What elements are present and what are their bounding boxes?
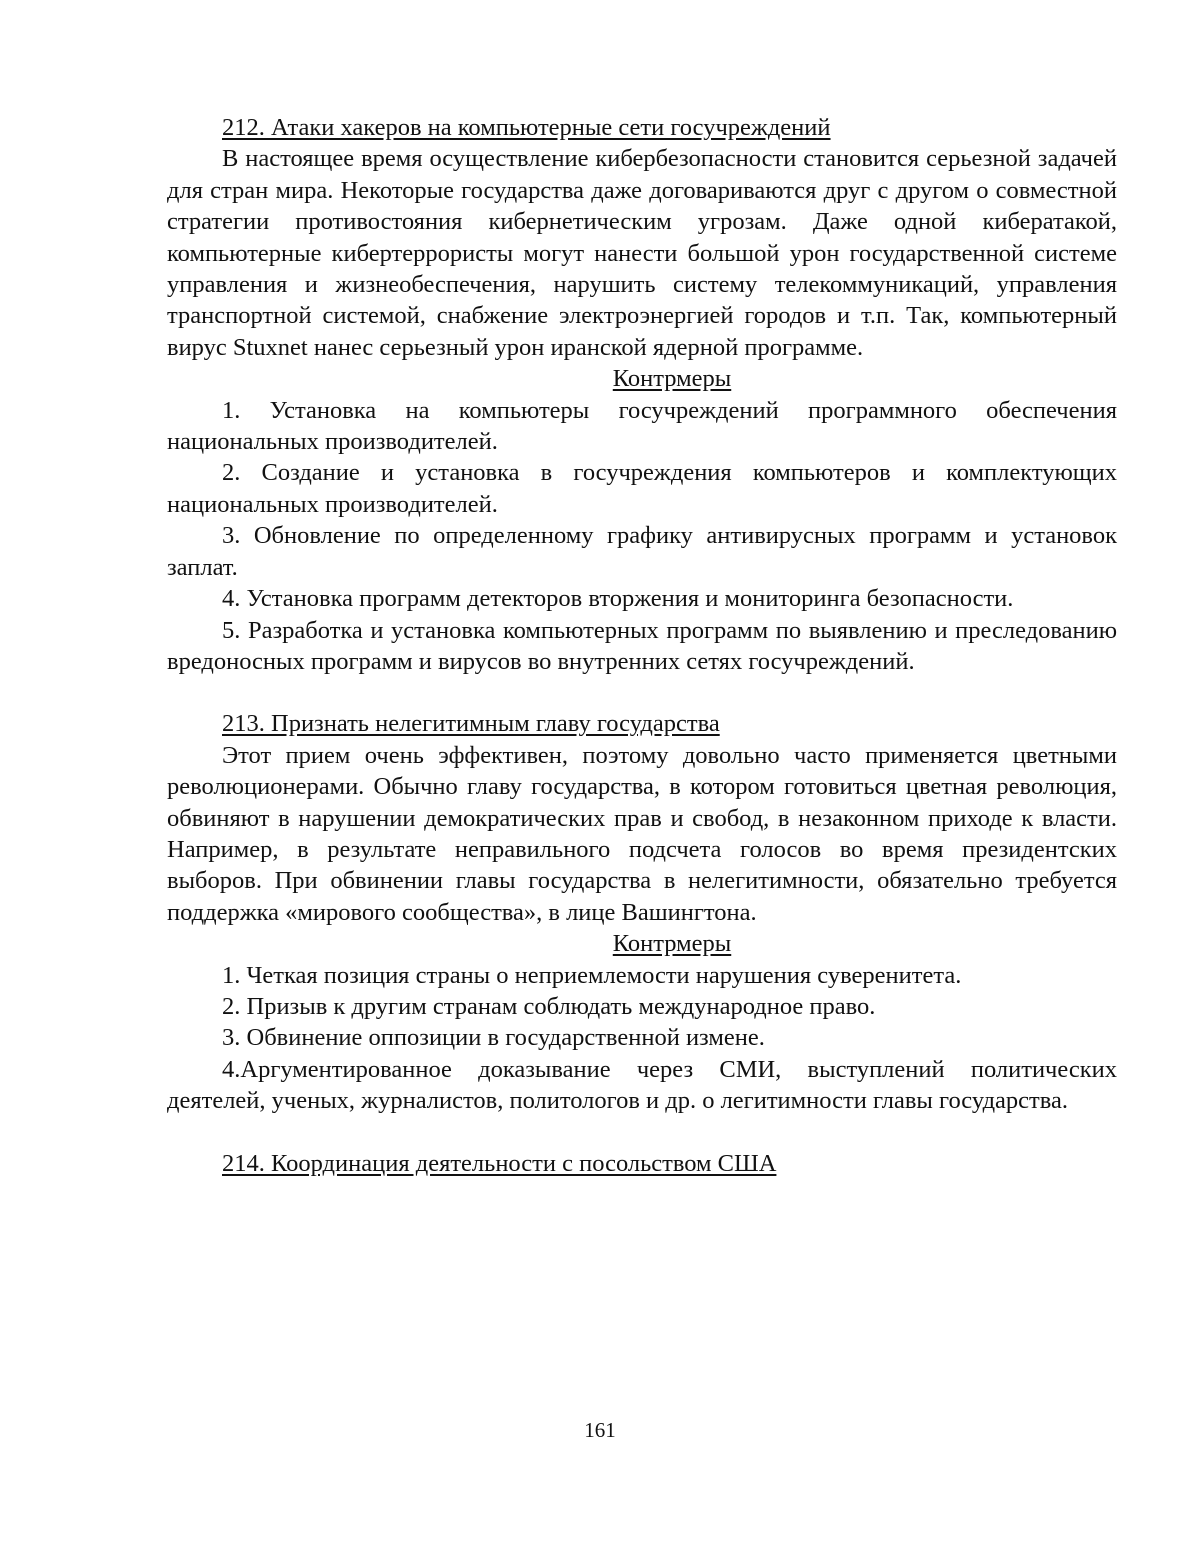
countermeasure-item: 2. Создание и установка в госучреждения компьютеров и комплектующих национальных производителей. bbox=[167, 459, 1117, 518]
section-body-212: В настоящее время осуществление кибербезопасности становится серьезной задачей для стран мира. Некоторые государства даже договариваются друг с другом о совместной стратегии противостояния кибернетическим угрозам. Даже одной кибератакой, компьютерные кибертеррористы могут нанести большой урон государственной системе управления и жизнеобеспечения, нарушить систему телекоммуникаций, управления транспортной системой, снабжение электроэнергией городов и т.п. Так, компьютерный вирус Stuxnet нанес серьезный урон иранской ядерной программе. bbox=[167, 145, 1117, 361]
countermeasures-heading-212: Контрмеры bbox=[612, 365, 732, 393]
countermeasure-item: 4.Аргументированное доказывание через СМИ, выступлений политических деятелей, ученых, журналистов, политологов и др. о легитимности главы государства. bbox=[167, 1055, 1117, 1115]
countermeasure-item: 3. Обвинение оппозиции в государственной измене. bbox=[222, 1024, 765, 1052]
section-body-213: Этот прием очень эффективен, поэтому довольно часто применяется цветными революционерами. Обычно главу государства, в котором готовиться цветная революция, обвиняют в нарушении демократических прав и свобод, в незаконном приходе к власти. Например, в результате неправильного подсчета голосов во время президентских выборов. При обвинении главы государства в нелегитимности, обязательно требуется поддержка «мирового сообщества», в лице Вашингтона. bbox=[167, 741, 1117, 926]
section-heading-214: 214. Координация деятельности с посольством США bbox=[222, 1149, 777, 1177]
countermeasure-item: 2. Призыв к другим странам соблюдать международное право. bbox=[222, 992, 876, 1020]
countermeasure-item: 5. Разработка и установка компьютерных программ по выявлению и преследованию вредоносных программ и вирусов во внутренних сетях госучреждений. bbox=[167, 616, 1117, 675]
countermeasure-item: 1. Установка на компьютеры госучреждений программного обеспечения национальных производителей. bbox=[167, 396, 1117, 456]
page-content bbox=[167, 112, 1117, 1179]
section-spacer bbox=[167, 677, 1117, 708]
countermeasure-item: 1. Четкая позиция страны о неприемлемости нарушения суверенитета. bbox=[222, 961, 962, 989]
section-spacer bbox=[167, 1117, 1117, 1148]
countermeasures-heading-213: Контрмеры bbox=[612, 930, 732, 958]
countermeasure-item: 3. Обновление по определенному графику антивирусных программ и установок заплат. bbox=[167, 522, 1117, 581]
section-heading-213: 213. Признать нелегитимным главу государства bbox=[222, 710, 720, 738]
page-number: 161 bbox=[584, 1418, 616, 1442]
countermeasure-item: 4. Установка программ детекторов вторжения и мониторинга безопасности. bbox=[222, 585, 1014, 613]
section-heading-212: 212. Атаки хакеров на компьютерные сети госучреждений bbox=[222, 114, 831, 141]
